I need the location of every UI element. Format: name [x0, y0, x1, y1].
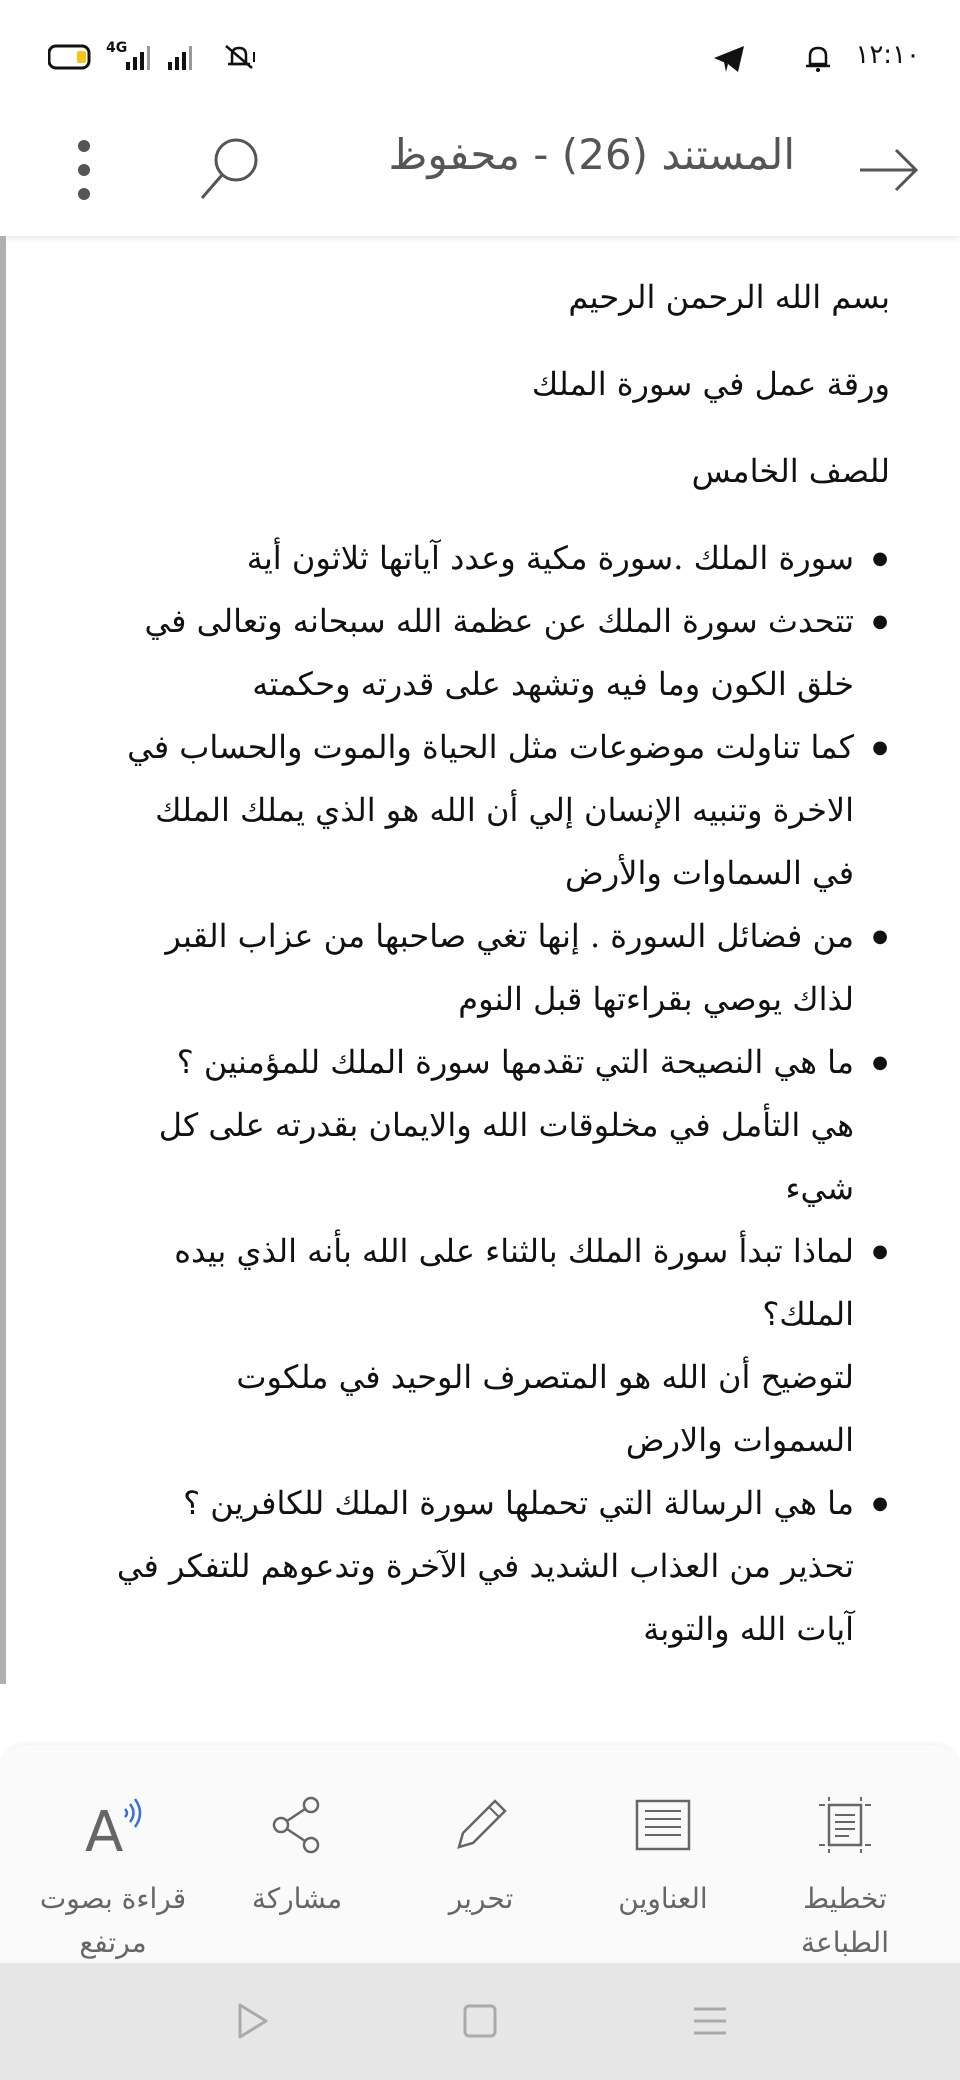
read-aloud-icon: [81, 1795, 145, 1859]
document-page[interactable]: [60, 266, 890, 1661]
status-bar: [0, 0, 960, 110]
doc-bullet-list: [60, 527, 890, 1661]
pencil-icon: [451, 1795, 511, 1855]
page-edge: [0, 236, 6, 1684]
back-triangle-icon[interactable]: [232, 2001, 272, 2041]
document-title: المستند (26) - محفوظ: [388, 130, 795, 179]
search-icon[interactable]: [196, 130, 266, 206]
app-bar: [0, 110, 960, 236]
bottom-toolbar: [0, 1745, 960, 1963]
more-vertical-icon[interactable]: [60, 132, 108, 208]
share-icon: [267, 1795, 327, 1855]
alarm-icon: [802, 42, 834, 74]
bullet-line: لتوضيح أن الله هو المتصرف الوحيد في ملكوت: [236, 1358, 854, 1396]
svg-text:A: A: [85, 1800, 124, 1859]
print-layout-label: تخطيط الطباعة: [801, 1882, 889, 1959]
doc-paragraph: للصف الخامس: [691, 452, 890, 490]
read-aloud-button[interactable]: [28, 1745, 198, 1963]
bullet-line: في السماوات والأرض: [565, 854, 854, 892]
bullet-line: آيات الله والتوبة: [643, 1610, 854, 1648]
share-button[interactable]: [212, 1745, 382, 1963]
headings-button[interactable]: [578, 1745, 748, 1963]
bullet-line: السموات والارض: [625, 1421, 854, 1459]
edit-button[interactable]: [396, 1745, 566, 1963]
network-type-label: 4G: [106, 40, 128, 56]
bullet-item: [60, 590, 854, 716]
bullet-item: [60, 1472, 854, 1661]
bullet-line: الملك؟: [762, 1295, 854, 1333]
navigation-bar: [0, 1963, 960, 2080]
bullet-line: الاخرة وتنبيه الإنسان إلي أن الله هو الذي يملك الملك: [155, 791, 854, 829]
bullet-item: [60, 1220, 854, 1472]
bullet-line: ● تتحدث سورة الملك عن عظمة الله سبحانه وتعالى في: [144, 602, 854, 640]
bullet-line: ● لماذا تبدأ سورة الملك بالثناء على الله بأنه الذي بيده: [174, 1232, 854, 1270]
share-label: مشاركة: [251, 1882, 343, 1915]
bullet-line: ● ما هي النصيحة التي تقدمها سورة الملك للمؤمنين ؟: [176, 1043, 854, 1081]
clock-time: ١٢:١٠: [855, 40, 920, 70]
bullet-item: [60, 527, 854, 590]
doc-paragraph: بسم الله الرحمن الرحيم: [568, 278, 890, 316]
bullet-line: ● ما هي الرسالة التي تحملها سورة الملك للكافرين ؟: [183, 1484, 854, 1522]
bullet-line: ● كما تناولت موضوعات مثل الحياة والموت والحساب في: [127, 728, 854, 766]
bullet-line: هي التأمل في مخلوقات الله والايمان بقدرته على كل: [158, 1106, 854, 1144]
print-layout-icon: [815, 1795, 875, 1855]
headings-label: العناوين: [618, 1882, 708, 1915]
telegram-icon: [712, 44, 746, 74]
signal-icon: [124, 44, 208, 72]
doc-paragraph: ورقة عمل في سورة الملك: [531, 365, 890, 403]
bullet-line: ● سورة الملك .سورة مكية وعدد آياتها ثلاثون أية: [246, 539, 854, 577]
bullet-line: تحذير من العذاب الشديد في الآخرة وتدعوهم للتفكر في: [116, 1547, 854, 1585]
edit-label: تحرير: [448, 1882, 514, 1915]
bullet-line: خلق الكون وما فيه وتشهد على قدرته وحكمته: [252, 665, 854, 703]
bullet-item: [60, 1031, 854, 1220]
mute-icon: [222, 44, 262, 70]
read-aloud-label: قراءة بصوت مرتفع: [39, 1882, 187, 1959]
bullet-item: [60, 716, 854, 905]
document-area[interactable]: [0, 236, 960, 1686]
print-layout-button[interactable]: [760, 1745, 930, 1963]
headings-icon: [633, 1795, 693, 1855]
bullet-line: لذاك يوصي بقراءتها قبل النوم: [458, 980, 854, 1018]
back-arrow-icon[interactable]: [856, 138, 920, 202]
menu-icon[interactable]: [690, 2001, 730, 2041]
bullet-line: شيء: [785, 1169, 854, 1207]
bullet-item: [60, 905, 854, 1031]
home-square-icon[interactable]: [462, 2001, 498, 2041]
battery-icon: [48, 44, 92, 70]
bullet-line: ● من فضائل السورة . إنها تغي صاحبها من عزاب القبر: [165, 917, 854, 955]
